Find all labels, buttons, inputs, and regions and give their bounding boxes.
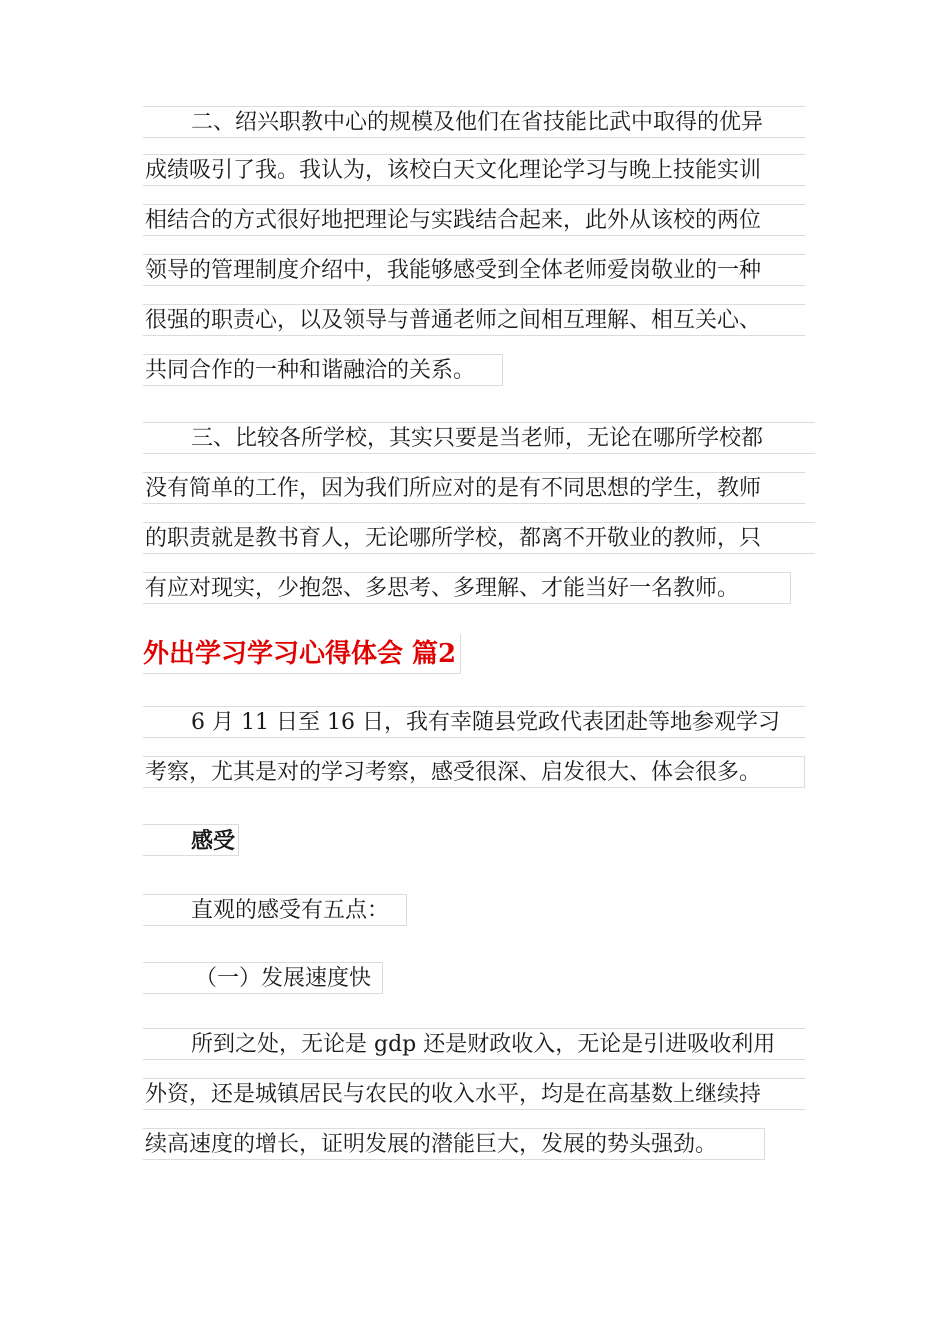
section-heading: 外出学习学习心得体会 篇2 — [143, 634, 461, 674]
paragraph-5: 直观的感受有五点： — [143, 894, 407, 926]
paragraph-3-line-2: 没有简单的工作，因为我们所应对的是有不同思想的学生，教师 — [143, 472, 805, 504]
paragraph-2-line-4: 领导的管理制度介绍中，我能够感受到全体老师爱岗敬业的一种 — [143, 254, 805, 286]
paragraph-4-line-1: 6 月 11 日至 16 日，我有幸随县党政代表团赴等地参观学习 — [143, 706, 805, 738]
paragraph-3-line-4: 有应对现实，少抱怨、多思考、多理解、才能当好一名教师。 — [143, 572, 791, 604]
paragraph-3-line-1: 三、比较各所学校，其实只要是当老师，无论在哪所学校都 — [143, 422, 815, 454]
paragraph-2-line-2: 成绩吸引了我。我认为，该校白天文化理论学习与晚上技能实训 — [143, 154, 805, 186]
paragraph-2-line-3: 相结合的方式很好地把理论与实践结合起来，此外从该校的两位 — [143, 204, 805, 236]
paragraph-4-line-2: 考察，尤其是对的学习考察，感受很深、启发很大、体会很多。 — [143, 756, 805, 788]
paragraph-7-line-1: 所到之处，无论是 gdp 还是财政收入，无论是引进吸收利用 — [143, 1028, 805, 1060]
paragraph-6: （一）发展速度快 — [143, 962, 383, 994]
paragraph-7-line-2: 外资，还是城镇居民与农民的收入水平，均是在高基数上继续持 — [143, 1078, 805, 1110]
paragraph-7-line-3: 续高速度的增长，证明发展的潜能巨大，发展的势头强劲。 — [143, 1128, 765, 1160]
paragraph-2-line-1: 二、绍兴职教中心的规模及他们在省技能比武中取得的优异 — [143, 106, 805, 138]
subheading: 感受 — [143, 824, 239, 856]
paragraph-2-line-5: 很强的职责心，以及领导与普通老师之间相互理解、相互关心、 — [143, 304, 805, 336]
paragraph-3-line-3: 的职责就是教书育人，无论哪所学校，都离不开敬业的教师，只 — [143, 522, 815, 554]
paragraph-2-line-6: 共同合作的一种和谐融洽的关系。 — [143, 354, 503, 386]
